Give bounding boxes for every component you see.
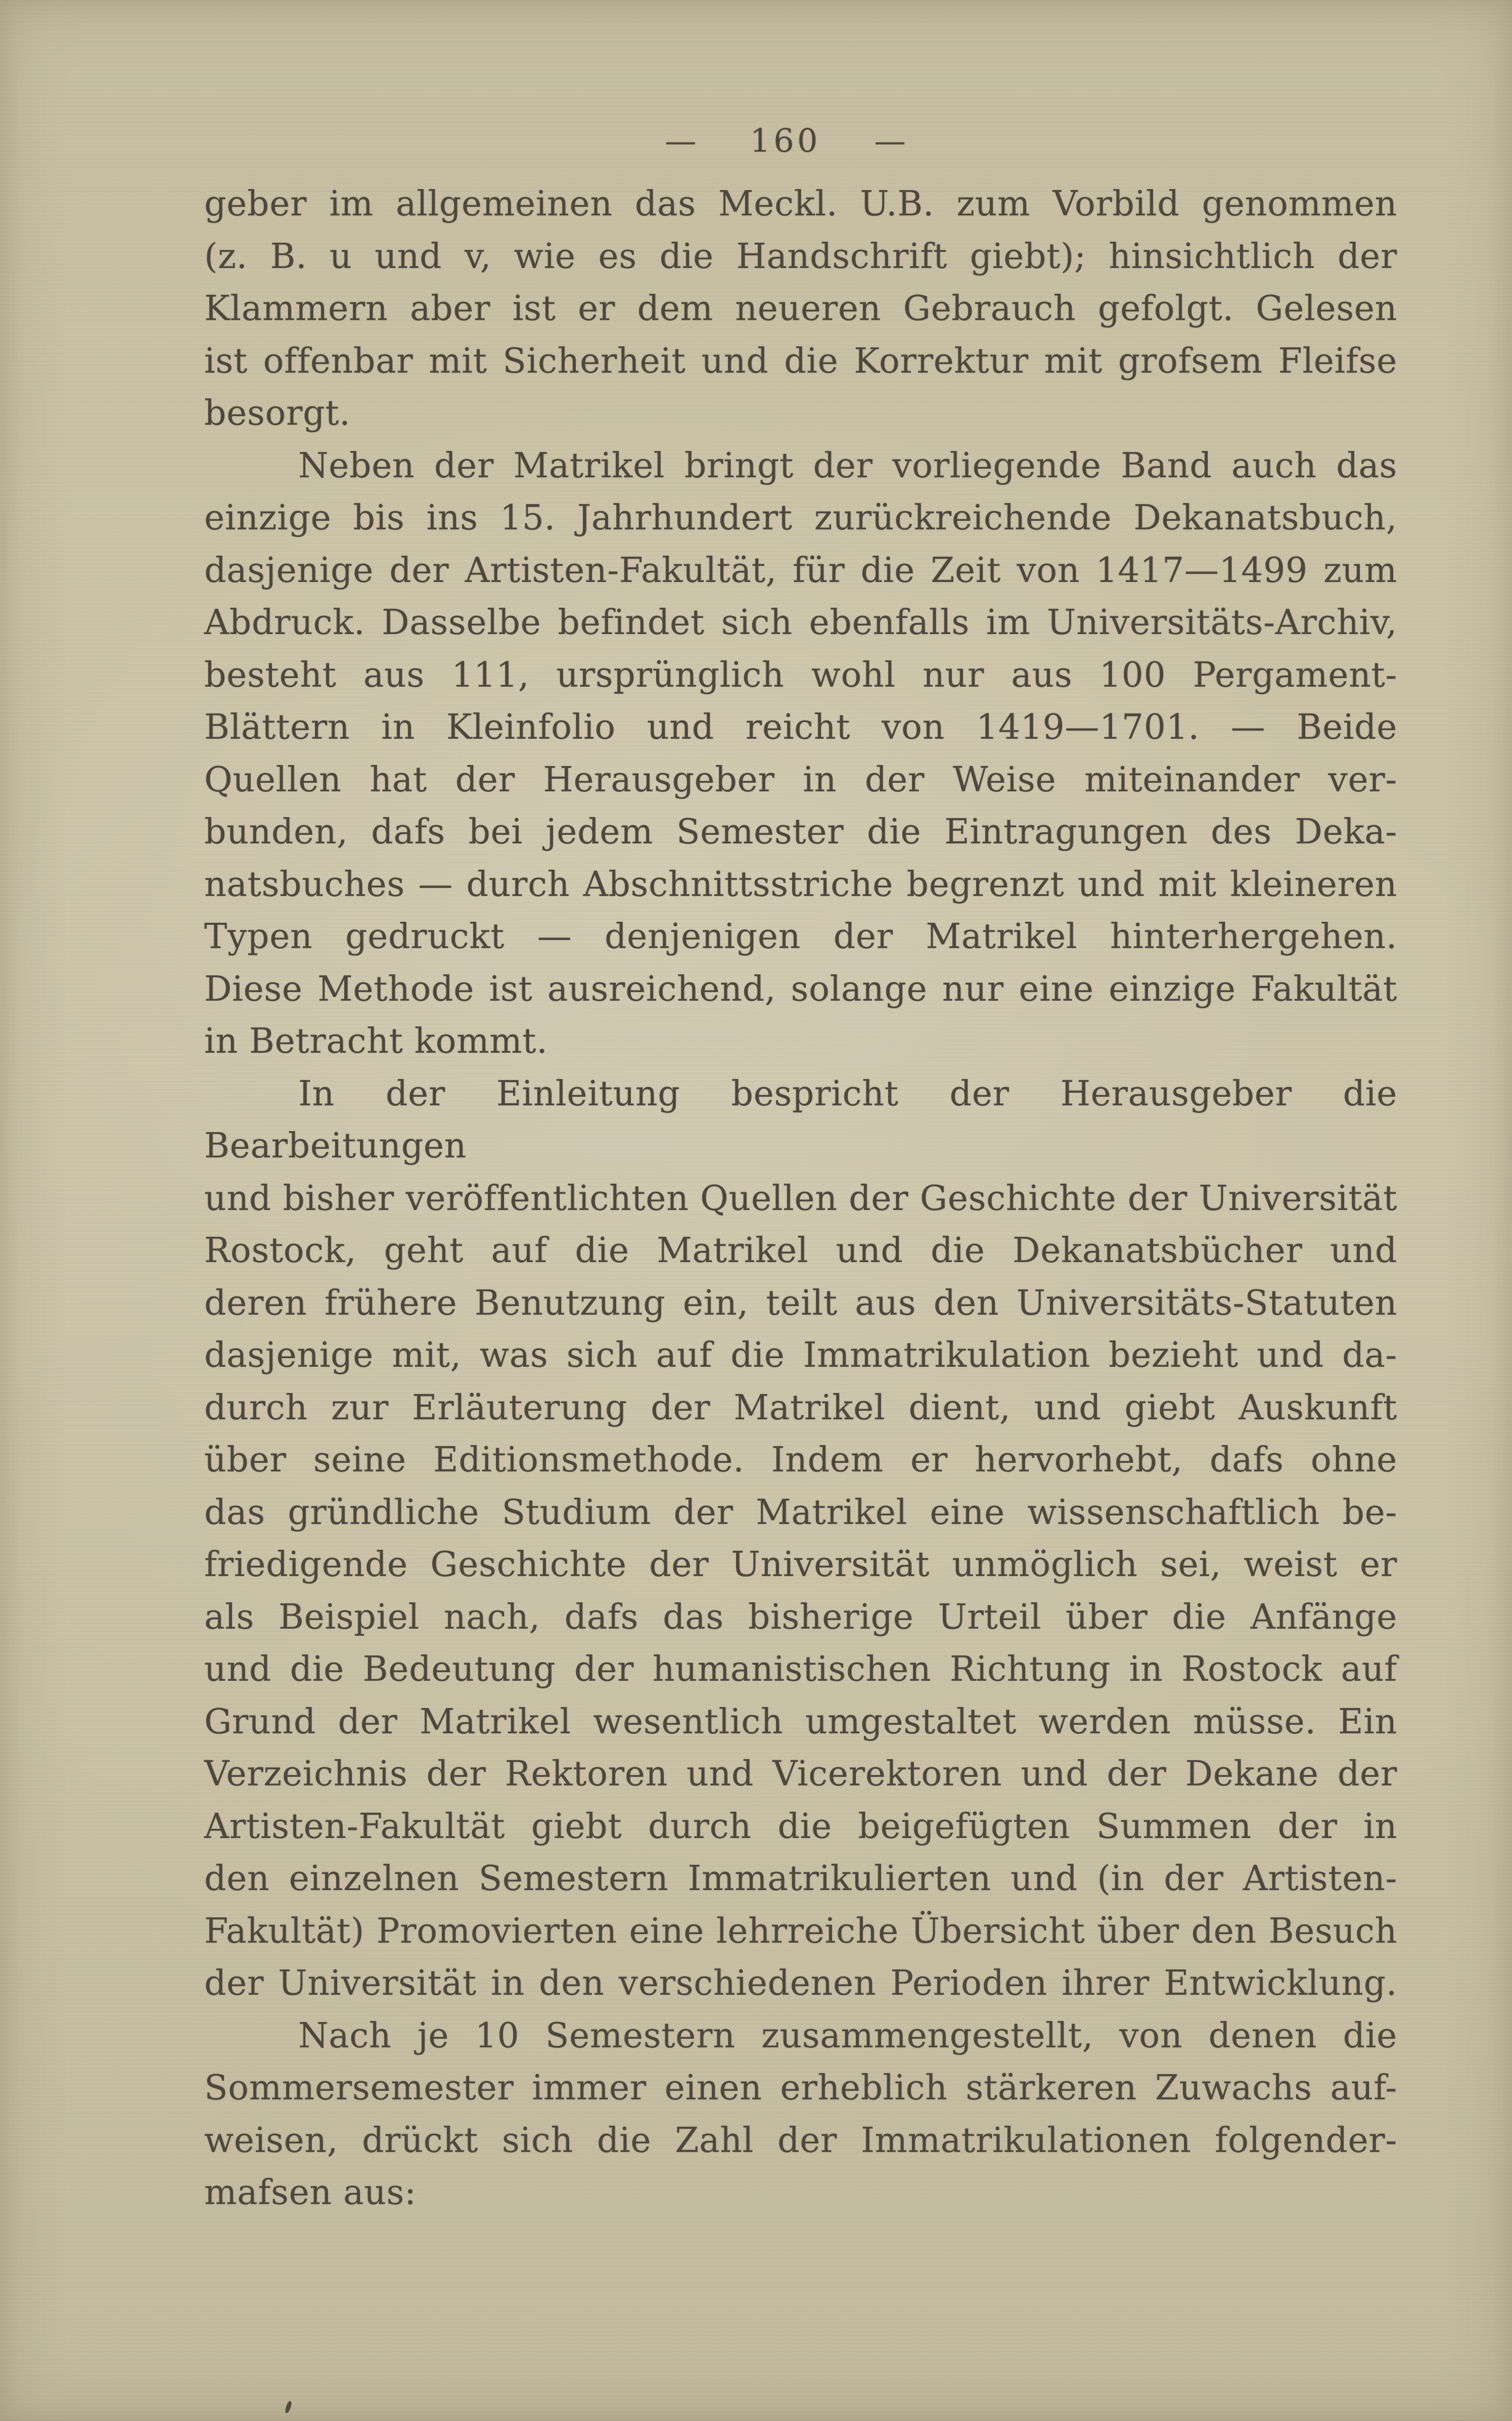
- running-head: [29, 118, 1512, 164]
- text-line: Neben der Matrikel bringt der vorliegende Band auch das: [298, 445, 1397, 486]
- text-line: natsbuches — durch Abschnittsstriche begrenzt und mit kleineren: [204, 864, 1397, 905]
- text-line: den einzelnen Semestern Immatrikulierten und (in der Artisten-: [204, 1859, 1397, 1899]
- text-line: dasjenige mit, was sich auf die Immatrikulation bezieht und da-: [204, 1335, 1397, 1375]
- text-line: Blättern in Kleinfolio und reicht von 1419—1701. — Beide: [204, 707, 1397, 747]
- text-line: In der Einleitung bespricht der Herausgeber die Bearbeitungen: [204, 1073, 1397, 1166]
- text-line: Verzeichnis der Rektoren und Vicerektoren und der Dekane der: [204, 1754, 1397, 1794]
- text-line: der Universität in den verschiedenen Perioden ihrer Entwicklung.: [204, 1963, 1397, 2003]
- text-line: (z. B. u und v, wie es die Handschrift giebt); hinsichtlich der: [204, 236, 1397, 277]
- text-line: Sommersemester immer einen erheblich stärkeren Zuwachs auf-: [204, 2068, 1397, 2108]
- text-line: dasjenige der Artisten-Fakultät, für die Zeit von 1417—1499 zum: [204, 550, 1397, 591]
- text-line: geber im allgemeinen das Meckl. U.B. zum Vorbild genommen: [204, 184, 1397, 224]
- text-line: besteht aus 111, ursprünglich wohl nur aus 100 Pergament-: [204, 655, 1397, 695]
- text-line: und die Bedeutung der humanistischen Richtung in Rostock auf: [204, 1649, 1397, 1689]
- ink-speck: [285, 2400, 293, 2414]
- text-line: über seine Editionsmethode. Indem er hervorhebt, dafs ohne: [204, 1440, 1397, 1480]
- text-line: Klammern aber ist er dem neueren Gebrauch gefolgt. Gelesen: [204, 289, 1397, 329]
- header-rule-left: —: [665, 122, 697, 159]
- text-line: deren frühere Benutzung ein, teilt aus den Universitäts-Statuten: [204, 1283, 1397, 1323]
- text-line: in Betracht kommt.: [204, 1021, 548, 1061]
- page-number: 160: [750, 122, 821, 160]
- text-line: friedigende Geschichte der Universität unmöglich sei, weist er: [204, 1545, 1397, 1585]
- text-line: Abdruck. Dasselbe befindet sich ebenfalls im Universitäts-Archiv,: [204, 603, 1397, 643]
- text-line: Fakultät) Promovierten eine lehrreiche Übersicht über den Besuch: [204, 1911, 1397, 1951]
- text-line: Rostock, geht auf die Matrikel und die Dekanatsbücher und: [204, 1231, 1397, 1271]
- text-line: Quellen hat der Herausgeber in der Weise miteinander ver-: [204, 759, 1397, 800]
- header-rule-right: —: [874, 122, 906, 159]
- text-line: weisen, drückt sich die Zahl der Immatrikulationen folgender-: [204, 2120, 1397, 2161]
- text-line: ist offenbar mit Sicherheit und die Korrektur mit grofsem Fleifse: [204, 341, 1397, 381]
- text-line: als Beispiel nach, dafs das bisherige Urteil über die Anfänge: [204, 1597, 1397, 1637]
- text-line: Diese Methode ist ausreichend, solange nur eine einzige Fakultät: [204, 969, 1397, 1009]
- text-line: einzige bis ins 15. Jahrhundert zurückreichende Dekanatsbuch,: [204, 498, 1397, 538]
- body-text: [204, 178, 1397, 2219]
- text-line: mafsen aus:: [204, 2173, 417, 2213]
- text-line: bunden, dafs bei jedem Semester die Eintragungen des Deka-: [204, 812, 1397, 852]
- text-line: besorgt.: [204, 393, 351, 433]
- text-line: Grund der Matrikel wesentlich umgestaltet werden müsse. Ein: [204, 1701, 1397, 1742]
- text-line: Nach je 10 Semestern zusammengestellt, von denen die: [298, 2015, 1397, 2056]
- text-line: das gründliche Studium der Matrikel eine wissenschaftlich be-: [204, 1492, 1397, 1533]
- text-line: Typen gedruckt — denjenigen der Matrikel hinterhergehen.: [204, 917, 1397, 957]
- text-line: durch zur Erläuterung der Matrikel dient, und giebt Auskunft: [204, 1387, 1397, 1428]
- text-line: und bisher veröffentlichten Quellen der Geschichte der Universität: [204, 1178, 1397, 1219]
- text-line: Artisten-Fakultät giebt durch die beigefügten Summen der in: [204, 1806, 1397, 1847]
